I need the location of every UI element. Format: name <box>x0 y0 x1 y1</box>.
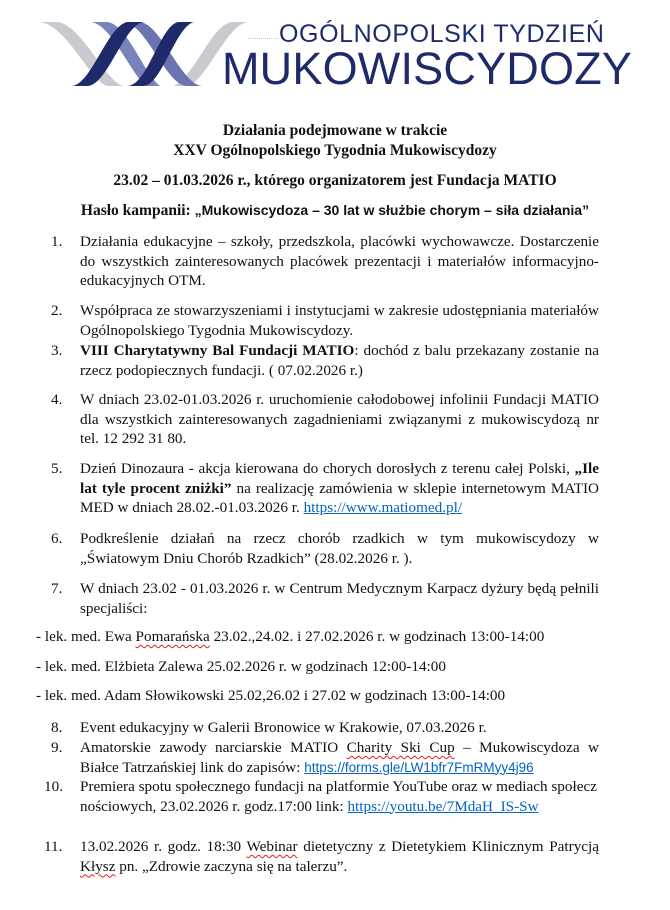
logo-divider <box>248 38 278 40</box>
list-item-9 <box>44 738 599 777</box>
item-number: 6. <box>51 530 63 547</box>
item-text-before: 13.02.2026 r. godz. 18:30 <box>80 838 247 855</box>
spellcheck-flagged-text: Webinar <box>246 838 298 855</box>
doctor-prefix: - lek. med. Ewa <box>36 628 136 645</box>
dna-helix-icon <box>36 14 251 94</box>
item-text: W dniach 23.02-01.03.2026 r. uruchomienie całodobowej infolinii Fundacji MATIO dla wszystkich zainteresowanych zagadnieniami związanymi z mukowiscydozą nr tel. 12 292 31 80. <box>80 391 599 448</box>
spellcheck-flagged-text: Charity Ski Cup <box>346 739 455 756</box>
doctor-entry-3 <box>36 687 505 705</box>
item-text: Działania edukacyjne – szkoły, przedszkola, placówki wychowawcze. Dostarczenie do wszystkich zainteresowanych placówek prezentacji i materiałów informacyjno-edukacyjnych OTM. <box>80 233 599 290</box>
logo-title-line1: OGÓLNOPOLSKI TYDZIEŃ <box>279 20 605 48</box>
list-item-4 <box>44 390 599 449</box>
campaign-slogan <box>0 202 670 220</box>
promo-name: „Ile lat tyle procent zniżki” <box>80 460 599 497</box>
item-number: 2. <box>51 302 63 319</box>
document-title-line2: XXV Ogólnopolskiego Tygodnia Mukowiscydozy <box>173 142 497 159</box>
document-title-line1: Działania podejmowane w trakcie <box>222 122 448 139</box>
item-number: 3. <box>51 342 63 359</box>
youtube-link[interactable]: https://youtu.be/7MdaH_IS-Sw <box>347 797 539 815</box>
date-line: 23.02 – 01.03.2026 r., którego organizatorem jest Fundacja MATIO <box>113 172 557 189</box>
item-text <box>80 837 599 876</box>
item-text <box>80 459 599 518</box>
doctor-schedule: 23.02.,24.02. i 27.02.2026 r. w godzinach 13:00-14:00 <box>209 628 545 645</box>
item-text <box>80 738 599 777</box>
item-text-mid: dietetyczny z Dietetykiem Klinicznym Patrycją <box>297 838 599 855</box>
list-item-5 <box>44 459 599 518</box>
item-number: 11. <box>44 838 63 855</box>
item-text <box>80 777 599 816</box>
list-item-10 <box>44 777 599 816</box>
item-number: 4. <box>51 391 63 408</box>
item-text-before: Premiera spotu społecznego fundacji na platformie YouTube oraz w mediach społecznościowych, 23.02.2026 r. godz.17:00 link: <box>80 778 597 815</box>
item-text: W dniach 23.02 - 01.03.2026 r. w Centrum Medycznym Karpacz dyżury będą pełnili specjaliści: <box>80 580 599 617</box>
item-text-rest: : dochód z balu przekazany zostanie na rzecz podopiecznych fundacji. ( 07.02.2026 r.) <box>80 342 599 379</box>
item-text-after: na realizację zamówienia w sklepie internetowym MATIO MED w dniach 28.02.-01.03.2026 r. <box>80 479 599 517</box>
item-number: 5. <box>51 460 63 477</box>
registration-form-link[interactable]: https://forms.gle/LW1bfr7FmRMyy4j96 <box>304 759 534 775</box>
doctor-prefix: - lek. med. Elżbieta Zalewa <box>36 658 203 675</box>
spellcheck-flagged-text: Kłysz <box>80 857 116 875</box>
doctor-prefix: - lek. med. Adam Słowikowski <box>36 687 225 704</box>
list-item-3 <box>44 341 599 380</box>
item-number: 10. <box>44 778 63 795</box>
item-text: Event edukacyjny w Galerii Bronowice w Krakowie, 07.03.2026 r. <box>80 719 487 736</box>
item-text <box>80 341 599 380</box>
item-text-before: Dzień Dinozaura - akcja kierowana do chorych dorosłych z terenu całej Polski, <box>80 460 575 477</box>
logo <box>36 14 636 94</box>
list-item-11 <box>44 837 599 876</box>
doctor-entry-1 <box>36 628 544 646</box>
list-item-7 <box>44 579 599 618</box>
matiomed-link[interactable]: https://www.matiomed.pl/ <box>303 499 463 517</box>
item-number: 7. <box>51 580 63 597</box>
slogan-label: Hasło kampanii: <box>80 202 195 219</box>
list-item-1 <box>44 232 599 291</box>
list-item-2 <box>44 301 599 340</box>
item-bold-title: VIII Charytatywny Bal Fundacji MATIO <box>80 342 355 359</box>
doctor-schedule: 25.02.2026 r. w godzinach 12:00-14:00 <box>202 658 446 675</box>
item-number: 1. <box>51 233 63 250</box>
doctor-schedule: 25.02,26.02 i 27.02 w godzinach 13:00-14:00 <box>224 687 506 704</box>
slogan-text: „Mukowiscydoza – 30 lat w służbie chorym – siła działania” <box>194 202 590 218</box>
logo-title-line2: MUKOWISCYDOZY <box>222 43 633 94</box>
item-text-after: – Mukowiscydoza w Białce Tatrzańskiej link do zapisów: <box>80 739 599 776</box>
list-item-6 <box>44 529 599 568</box>
item-text-before: Amatorskie zawody narciarskie MATIO <box>80 739 347 756</box>
doctor-entry-2 <box>36 658 446 676</box>
doctor-surname: Pomarańska <box>135 628 210 645</box>
list-item-8 <box>44 718 599 738</box>
item-number: 8. <box>51 719 63 736</box>
item-text: Podkreślenie działań na rzecz chorób rzadkich w tym mukowiscydozy w „Światowym Dniu Chorób Rzadkich” (28.02.2026 r. ). <box>80 530 599 567</box>
item-text: Współpraca ze stowarzyszeniami i instytucjami w zakresie udostępniania materiałów Ogólnopolskiego Tygodnia Mukowiscydozy. <box>80 302 599 339</box>
item-text-after: pn. „Zdrowie zaczyna się na talerzu”. <box>115 857 348 875</box>
item-number: 9. <box>51 739 63 756</box>
